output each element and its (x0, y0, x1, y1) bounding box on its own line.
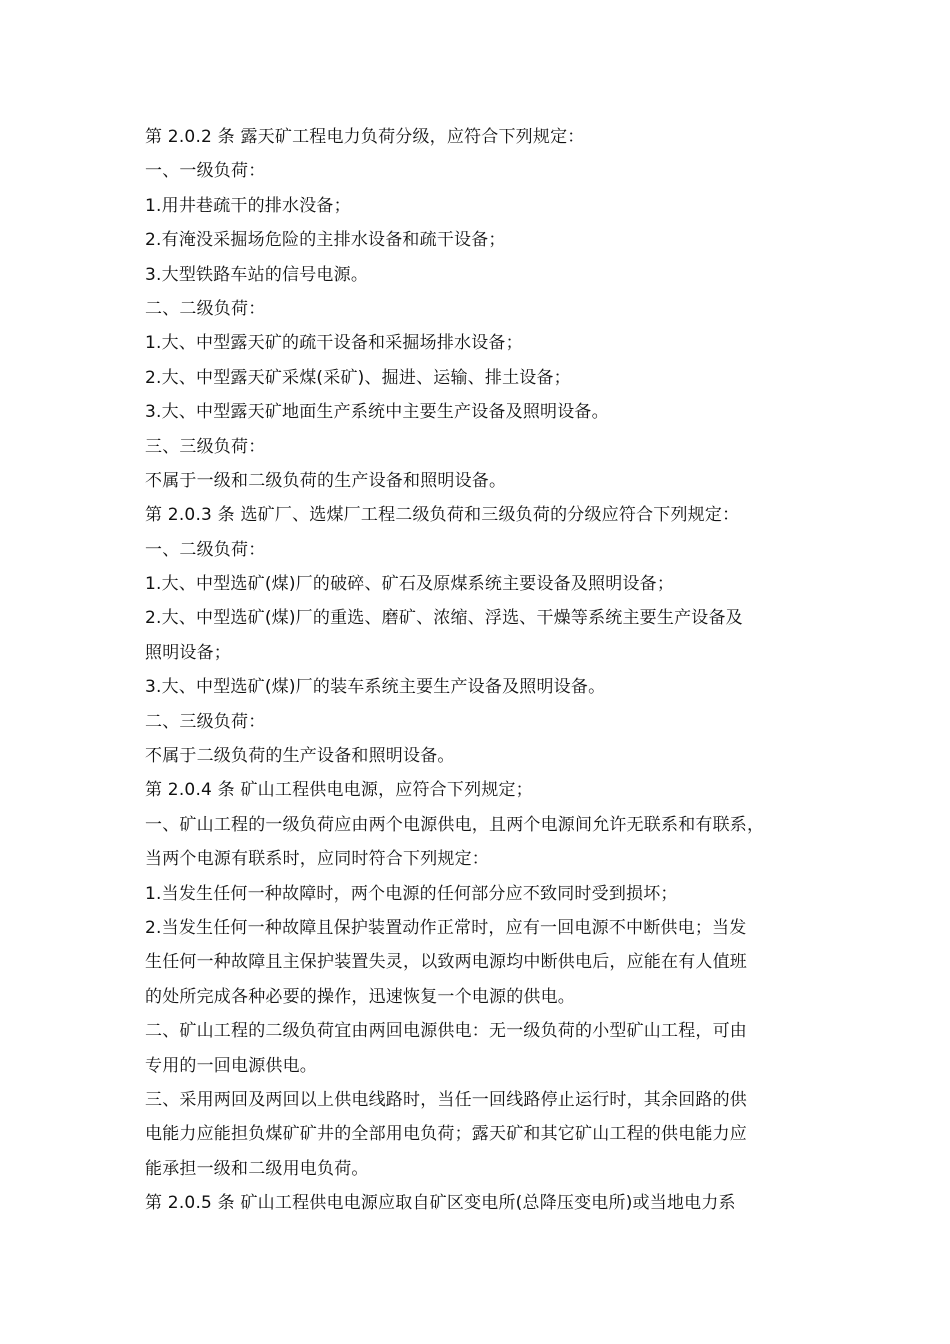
text-line: 3.大型铁路车站的信号电源。 (145, 264, 369, 285)
text-line: 二、矿山工程的二级负荷宜由两回电源供电：无一级负荷的小型矿山工程，可由 (145, 1021, 747, 1042)
text-line: 一、矿山工程的一级负荷应由两个电源供电，且两个电源间允许无联系和有联系， (145, 814, 765, 835)
text-line: 2.当发生任何一种故障且保护装置动作正常时，应有一回电源不中断供电；当发 (145, 917, 747, 938)
text-line: 1.当发生任何一种故障时，两个电源的任何部分应不致同时受到损坏； (145, 883, 678, 904)
text-line: 第 2.0.2 条 露天矿工程电力负荷分级，应符合下列规定： (145, 127, 585, 147)
text-line: 二、二级负荷： (145, 298, 266, 319)
text-line: 1.大、中型选矿(煤)厂的破碎、矿石及原煤系统主要设备及照明设备； (145, 574, 675, 595)
text-line: 2.大、中型选矿(煤)厂的重选、磨矿、浓缩、浮选、干燥等系统主要生产设备及 (145, 608, 743, 629)
text-line: 三、采用两回及两回以上供电线路时，当任一回线路停止运行时，其余回路的供 (145, 1089, 747, 1110)
text-line: 3.大、中型选矿(煤)厂的装车系统主要生产设备及照明设备。 (145, 677, 606, 698)
text-line: 的处所完成各种必要的操作，迅速恢复一个电源的供电。 (145, 986, 575, 1007)
text-line: 当两个电源有联系时，应同时符合下列规定： (145, 849, 489, 870)
text-line: 生任何一种故障且主保护装置失灵，以致两电源均中断供电后，应能在有人值班 (145, 952, 747, 973)
text-line: 专用的一回电源供电。 (145, 1055, 317, 1076)
text-line: 不属于二级负荷的生产设备和照明设备。 (145, 746, 455, 767)
text-line: 第 2.0.5 条 矿山工程供电电源应取自矿区变电所(总降压变电所)或当地电力系 (145, 1193, 736, 1214)
text-line: 二、三级负荷： (145, 711, 266, 732)
text-line: 3.大、中型露天矿地面生产系统中主要生产设备及照明设备。 (145, 402, 609, 423)
text-line: 电能力应能担负煤矿矿井的全部用电负荷；露天矿和其它矿山工程的供电能力应 (145, 1124, 747, 1145)
text-line: 2.大、中型露天矿采煤(采矿)、掘进、运输、排土设备； (145, 367, 571, 388)
text-line: 一、一级负荷： (145, 161, 266, 182)
text-line: 1.大、中型露天矿的疏干设备和采掘场排水设备； (145, 333, 523, 354)
document-body (145, 120, 813, 1221)
text-line: 第 2.0.3 条 选矿厂、选煤厂工程二级负荷和三级负荷的分级应符合下列规定： (145, 505, 740, 526)
text-line: 一、二级负荷： (145, 539, 266, 560)
text-line: 照明设备； (145, 642, 231, 663)
text-line: 1.用井巷疏干的排水没备； (145, 195, 351, 216)
text-line: 不属于一级和二级负荷的生产设备和照明设备。 (145, 470, 507, 491)
text-line: 能承担一级和二级用电负荷。 (145, 1158, 369, 1179)
text-line: 三、三级负荷： (145, 436, 266, 457)
text-line: 2.有淹没采掘场危险的主排水设备和疏干设备； (145, 230, 506, 251)
text-line: 第 2.0.4 条 矿山工程供电电源，应符合下列规定； (145, 780, 533, 801)
